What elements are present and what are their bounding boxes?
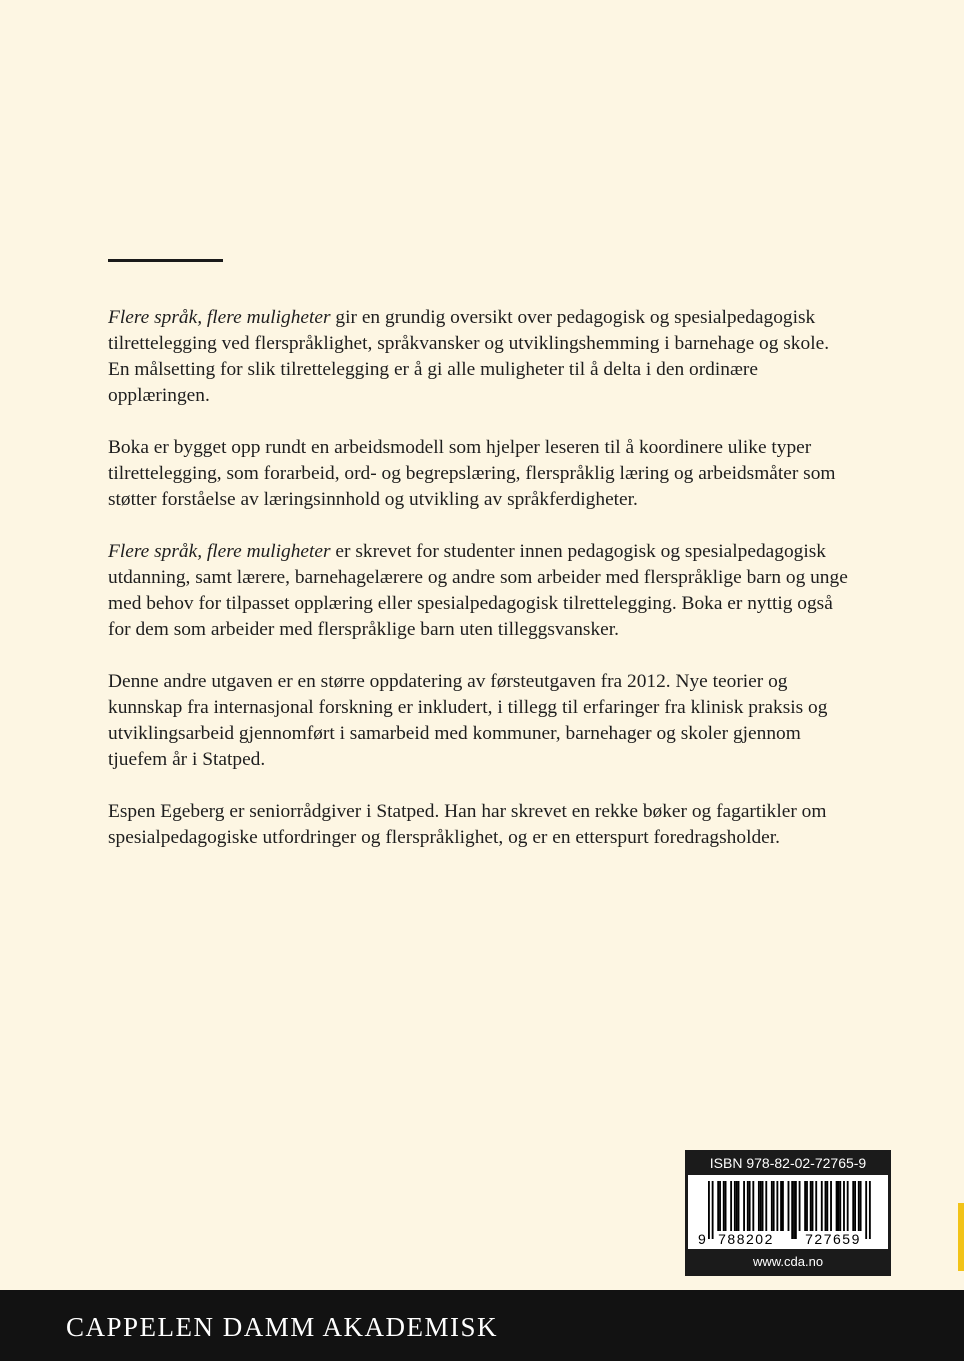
paragraph-text: Boka er bygget opp rundt en arbeidsmodell som hjelper leseren til å koordinere ulike typer tilrettelegging, som forarbeid, ord- og begrepslæring, flerspråklig læring og arbeidsmåter som støtter forståelse av læringsinnhold og utvikling av språkferdigheter. <box>108 437 836 510</box>
book-title-italic: Flere språk, flere muligheter <box>108 541 331 562</box>
barcode-digits-right: 727659 <box>805 1231 861 1247</box>
barcode <box>688 1175 888 1249</box>
top-divider-rule <box>108 259 223 262</box>
paragraph-edition <box>108 669 848 773</box>
paragraph-text: er skrevet for studenter innen pedagogisk og spesialpedagogisk utdanning, samt lærere, barnehagelærere og andre som arbeider med flerspråklige barn og unge med behov for tilpasset opplæring eller spesialpedagogisk tilrettelegging. Boka er nyttig også for dem som arbeider med flerspråklige barn uten tilleggsvansker. <box>108 541 848 640</box>
edge-color-tab <box>958 1203 964 1271</box>
paragraph-model <box>108 435 848 513</box>
book-title-italic: Flere språk, flere muligheter <box>108 307 331 328</box>
isbn-barcode-box <box>685 1150 891 1276</box>
publisher-url: www.cda.no <box>752 1254 824 1269</box>
publisher-footer-band <box>0 1290 964 1361</box>
barcode-digit-lead: 9 <box>698 1231 706 1247</box>
paragraph-text: Denne andre utgaven er en større oppdatering av førsteutgaven fra 2012. Nye teorier og kunnskap fra internasjonal forskning er inkludert, i tillegg til erfaringer fra klinisk praksis og utviklingsarbeid gjennomført i samarbeid med kommuner, barnehager og skoler gjennom tjuefem år i Statped. <box>108 671 828 770</box>
paragraph-intro <box>108 305 848 409</box>
paragraph-audience <box>108 539 848 643</box>
paragraph-text: gir en grundig oversikt over pedagogisk og spesialpedagogisk tilrettelegging ved flerspråklighet, språkvansker og utviklingshemming i barnehage og skole. En målsetting for slik tilrettelegging er å gi alle muligheter til å delta i den ordinære opplæringen. <box>108 307 830 406</box>
back-cover-text <box>108 305 848 877</box>
paragraph-author <box>108 799 848 851</box>
publisher-logo-text: CAPPELEN DAMM AKADEMISK <box>66 1312 499 1342</box>
paragraph-text: Espen Egeberg er seniorrådgiver i Statped. Han har skrevet en rekke bøker og fagartikler om spesialpedagogiske utfordringer og flerspråklighet, og er en etterspurt foredragsholder. <box>108 801 827 848</box>
isbn-label: ISBN 978-82-02-72765-9 <box>709 1155 867 1171</box>
barcode-digits-left: 788202 <box>718 1231 774 1247</box>
